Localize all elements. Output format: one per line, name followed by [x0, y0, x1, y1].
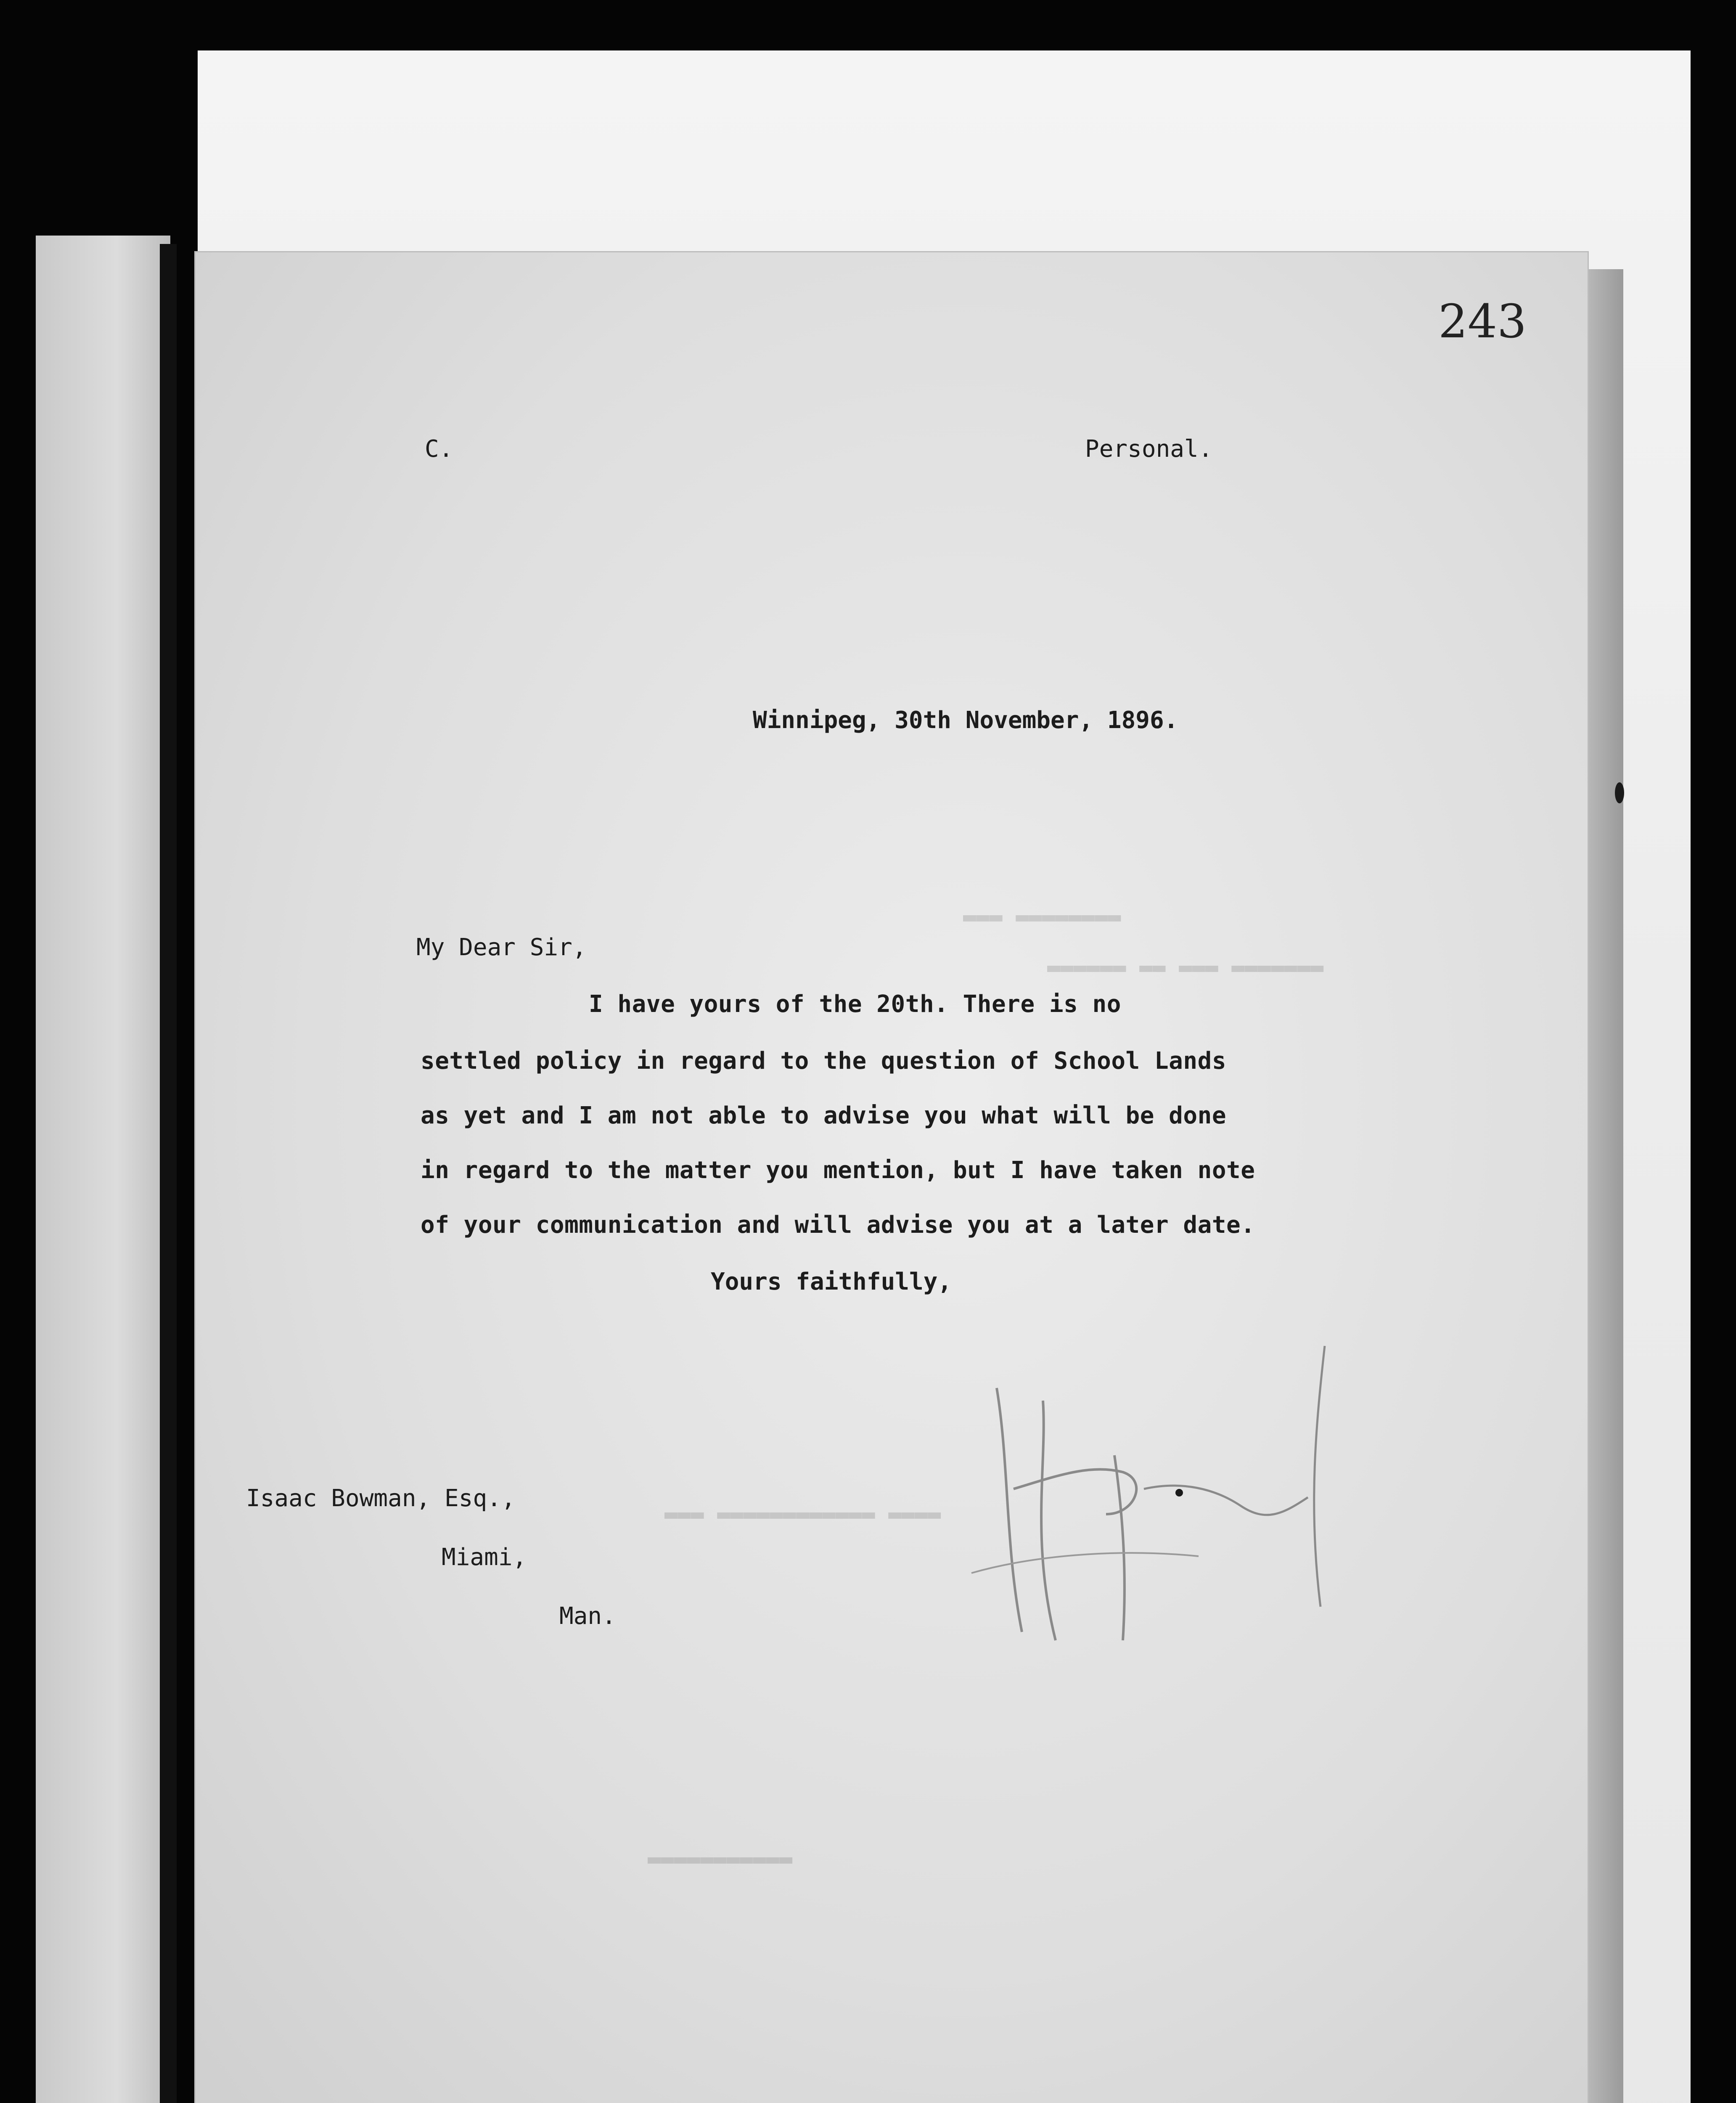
bleed-through-mark: ▬▬▬ ▬▬▬▬▬▬▬▬▬▬▬▬ ▬▬▬▬ [664, 1502, 941, 1527]
handwritten-signature [946, 1338, 1367, 1657]
bleed-through-mark: ▬▬▬▬▬▬▬▬▬▬▬ [648, 1846, 793, 1872]
body-line: I have yours of the 20th. There is no [589, 991, 1121, 1018]
body-line: settled policy in regard to the question of School Lands [421, 1047, 1227, 1075]
body-line: of your communication and will advise you at a later date. [421, 1211, 1255, 1239]
right-page-shadow [1581, 269, 1623, 2103]
addressee-town: Miami, [442, 1544, 527, 1571]
addressee-name: Isaac Bowman, Esq., [246, 1485, 516, 1512]
left-page-shadow [160, 244, 177, 2103]
salutation: My Dear Sir, [416, 934, 587, 961]
bleed-through-mark: ▬▬▬▬▬▬ ▬▬ ▬▬▬ ▬▬▬▬▬▬▬ [1047, 955, 1324, 980]
closing: Yours faithfully, [711, 1268, 952, 1295]
bleed-through-mark: ▬▬▬ ▬▬▬▬▬▬▬▬ [963, 904, 1121, 930]
addressee-province: Man. [559, 1602, 616, 1630]
dateline: Winnipeg, 30th November, 1896. [753, 707, 1178, 734]
body-line: as yet and I am not able to advise you what will be done [421, 1102, 1227, 1129]
body-line: in regard to the matter you mention, but I have taken note [421, 1157, 1255, 1184]
personal-marking: Personal. [1085, 435, 1213, 463]
reference-letter: C. [425, 435, 453, 463]
ink-speck [1175, 1489, 1183, 1496]
ink-speck [1615, 782, 1624, 803]
left-page-edge [36, 236, 170, 2103]
page-number: 243 [1438, 294, 1527, 348]
